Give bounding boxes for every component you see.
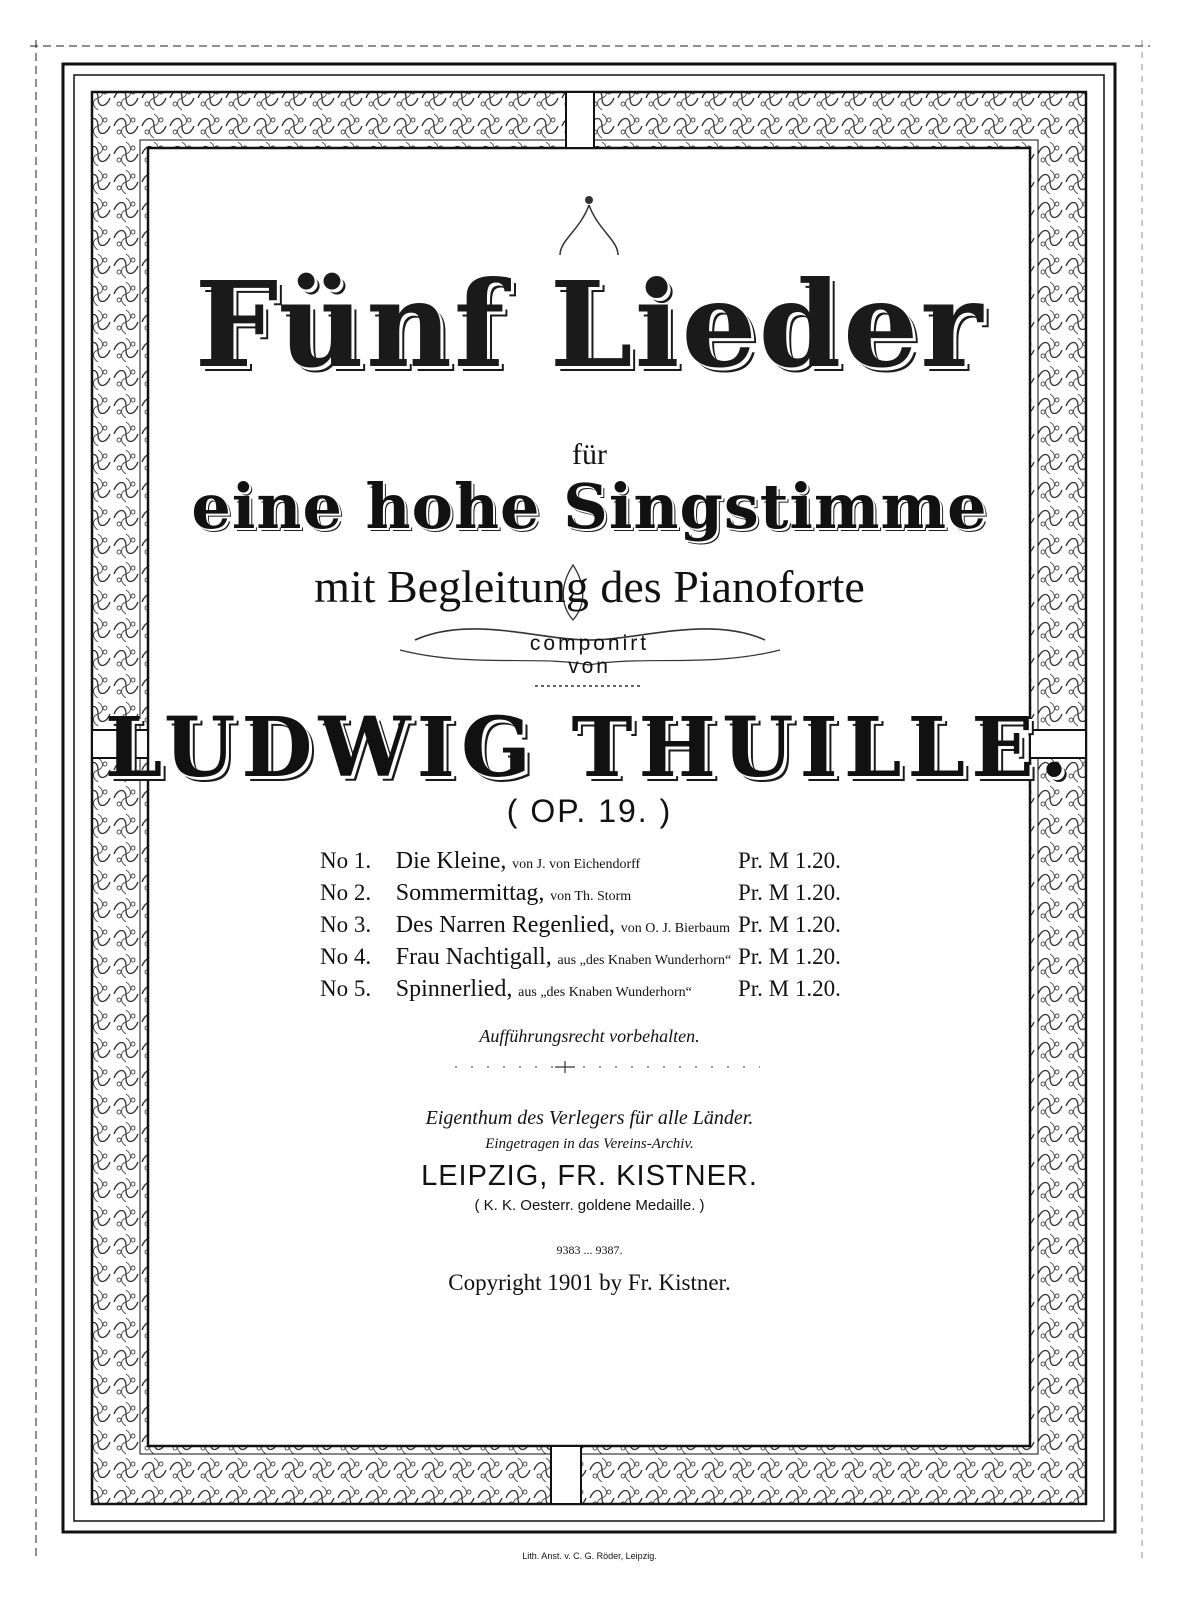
song-number: No 1.: [320, 848, 372, 873]
opus-number: ( OP. 19. ): [506, 793, 673, 829]
fuer-text: für: [572, 438, 607, 471]
song-title: Spinnerlied,: [395, 976, 513, 1002]
song-author: von J. von Eichendorff: [512, 857, 641, 872]
song-item: [320, 944, 860, 976]
medal-note: ( K. K. Oesterr. goldene Medaille. ): [474, 1197, 705, 1214]
song-title: Die Kleine,: [395, 848, 507, 874]
song-number: No 4.: [320, 944, 372, 969]
song-author: aus „des Knaben Wunderhorn“: [557, 953, 732, 968]
publisher-name: LEIPZIG, FR. KISTNER.: [421, 1160, 758, 1192]
song-list: [320, 848, 860, 1008]
song-item: [320, 848, 860, 880]
song-price: Pr. M 1.20.: [738, 944, 841, 969]
song-number: No 3.: [320, 912, 372, 937]
composer-name: LUDWIG THUILLE.: [104, 700, 1075, 796]
song-price: Pr. M 1.20.: [738, 976, 841, 1001]
song-item: [320, 976, 860, 1008]
performance-rights: Aufführungsrecht vorbehalten.: [479, 1026, 700, 1046]
cover-title: Fünf Lieder: [194, 255, 985, 394]
printer-imprint: Lith. Anst. v. C. G. Röder, Leipzig.: [522, 1551, 657, 1561]
voice-subtitle: eine hohe Singstimme: [191, 470, 988, 543]
song-number: No 5.: [320, 976, 372, 1001]
copyright-notice: Copyright 1901 by Fr. Kistner.: [448, 1270, 731, 1295]
registration-note: Eingetragen in das Vereins-Archiv.: [485, 1136, 694, 1152]
song-number: No 2.: [320, 880, 372, 905]
von-text: von: [568, 655, 611, 678]
song-price: Pr. M 1.20.: [738, 912, 841, 937]
song-title: Sommermittag,: [395, 880, 545, 906]
song-price: Pr. M 1.20.: [738, 880, 841, 905]
componirt-text: componirt: [529, 632, 650, 655]
song-author: aus „des Knaben Wunderhorn“: [518, 985, 692, 1000]
song-author: von Th. Storm: [550, 889, 632, 904]
song-item: [320, 912, 860, 944]
song-author: von O. J. Bierbaum: [620, 921, 731, 936]
plate-numbers: 9383 ... 9387.: [556, 1243, 623, 1257]
song-title: Des Narren Regenlied,: [395, 912, 615, 938]
song-item: [320, 880, 860, 912]
ownership-note: Eigenthum des Verlegers für alle Länder.: [425, 1107, 754, 1129]
song-price: Pr. M 1.20.: [738, 848, 841, 873]
accompaniment-subtitle: mit Begleitung des Pianoforte: [314, 561, 865, 612]
song-title: Frau Nachtigall,: [395, 944, 552, 970]
